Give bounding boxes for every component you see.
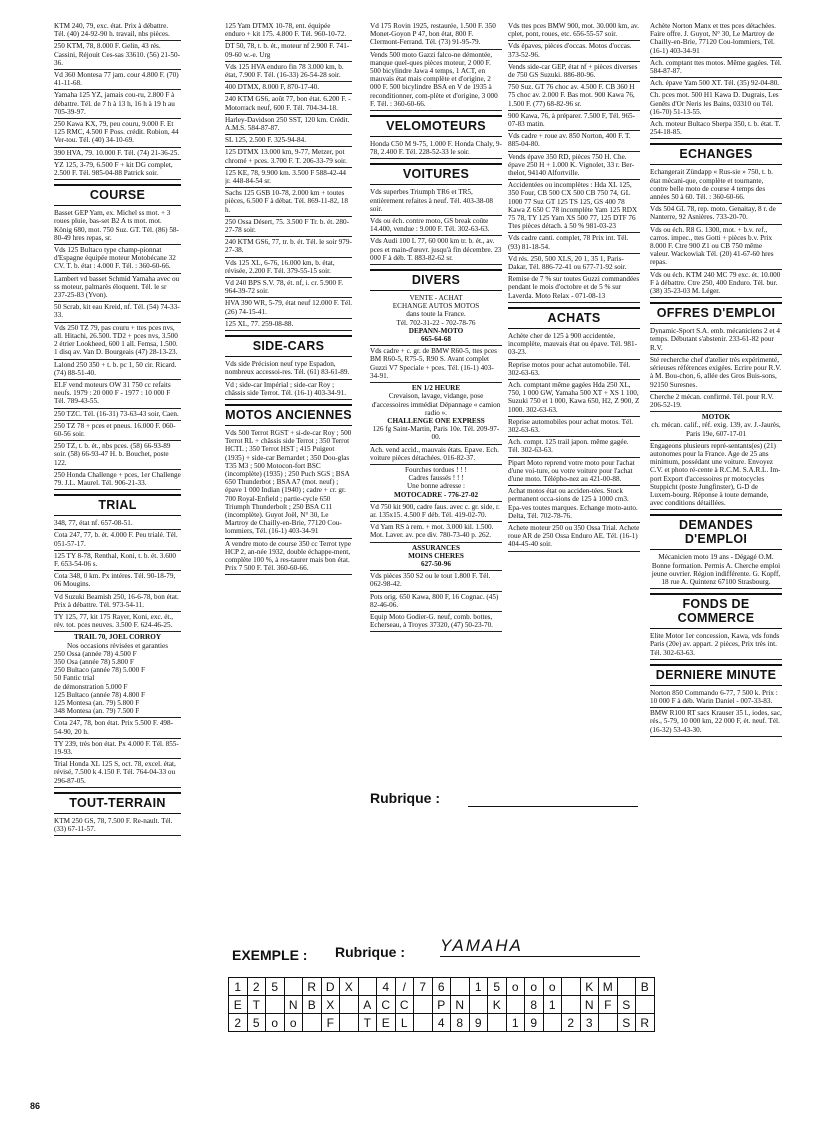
price-line: 125 Montesa (an. 79) 5.800 F (54, 699, 140, 707)
grid-cell[interactable]: X (321, 996, 340, 1014)
classified-ad: Harley-Davidson 250 SST, 120 km. Crédit. A.M.S. 584-87-87. (225, 116, 352, 135)
rubrique-input-line[interactable] (468, 806, 638, 807)
classified-ad: 250 TZC. Tél. (16-31) 73-63-43 soir, Caen. (54, 410, 181, 421)
grid-cell[interactable] (469, 996, 488, 1014)
classified-ad: Vd 240 BPS S.V. 78, ét. nf, i. cr. 5.900 F. 964-39-72 soir. (225, 279, 352, 298)
classified-ad: Accidentées ou incomplètes : Hda XL 125, 350 Four, CB 500 CX 500 CB 750 74, GL 1000 77 Suz GT 125 TS 125, GS 400 78 Kawa Z 650 C 78 incomplète Yam 125 RDX 75 78, TY 125 Yam XS 500 77, 125 DTF 76 Ttes pièces détach. à 50 % 981-03-23 (508, 181, 640, 233)
price-line: 50 Fantic trial (54, 674, 95, 683)
ad-line: Tél. 702-31-22 - 702-78-76 (396, 318, 476, 327)
ad-line: Fourches tordues ! ! ! (405, 465, 467, 474)
classified-ad: Vds épaves, pièces d'occas. Motos d'occas. 373-52-96. (508, 42, 640, 61)
classified-ad: Reprise automobiles pour achat motos. Tél. 302-63-63. (508, 418, 640, 437)
classified-ad: Equip Moto Godier-G. neuf, comb. bottes, Echerseau, à Troyes 37320, (47) 50-23-70. (370, 613, 502, 632)
classified-ad: Vds 125 HVA enduro fin 78 3.000 km, b. état, 7.900 F. Tél. (16-33) 26-54-28 soir. (225, 63, 352, 82)
section-heading-tout-terrain: TOUT-TERRAIN (54, 792, 181, 814)
classified-ad: 750 Suz. GT 76 choc av. 4.500 F. CB 360 H 75 choc av. 2.000 F. Bas mot. 900 Kawa 76, 1.500 F. (77) 68-82-96 sr. (508, 83, 640, 111)
grid-cell[interactable]: 8 (525, 996, 544, 1014)
grid-cell[interactable]: 1 (229, 978, 248, 996)
grid-cell[interactable]: K (580, 978, 599, 996)
classified-ad: TY 125, 77, kit 175 Rayer, Koni, exc. ét., rév. tot. pces neuves. 3.500 F. 624-46-25. (54, 613, 181, 632)
example-letter-grid (228, 977, 655, 1032)
ads-group (54, 519, 181, 632)
classified-ad: Lambert vd basset Schmid Yamaha avec ou ss moteur, palmarès éloquent. Tél. le sr 237-25-83 (Yvon). (54, 275, 181, 303)
section-heading-derniere-minute: DERNIERE MINUTE (650, 664, 782, 686)
ads-group (225, 429, 352, 575)
grid-cell[interactable]: 3 (580, 1014, 599, 1032)
ads-group (370, 140, 502, 159)
classified-ad: Vd 750 kit 900, cadre faus. avec c. gr. side, r. ar. 135x15. 4.500 F déb. Tél. 419-02-70. (370, 503, 502, 522)
classified-ad: Remise de 7 % sur toutes Guzzi commandées pendant le mois d'octobre et de 5 % sur Laverda. Moto Relax - 071-08-13 (508, 275, 640, 303)
classified-ad: Vends side-car GEP, état nf + pièces diverses de 750 GS Suzuki. 886-80-96. (508, 63, 640, 82)
ad-corroy-lines (54, 650, 181, 716)
classified-ad: Reprise motos pour achat automobile. Tél. 302-63-63. (508, 361, 640, 380)
classified-ad: Achete moteur 250 ou 350 Ossa Trial. Achete roue AR de 250 Ossa Enduro AE. Tél. (16-1) 404-45-40 soir. (508, 524, 640, 552)
classified-ad: Echangerait Zündapp « Rus-sie » 750, t. b. état mécani-que, complète et tournante, contre belle moto de course 4 temps des années 50 à 60. Tél. : 360-60-66. (650, 168, 782, 204)
ad-line: 665-64-68 (421, 335, 451, 344)
section-heading-divers: DIVERS (370, 269, 502, 291)
ads-group (54, 719, 181, 787)
grid-cell[interactable]: C (395, 996, 414, 1014)
section-heading-voitures: VOITURES (370, 163, 502, 185)
column-4 (508, 22, 640, 902)
price-line: 250 Bultaco (année 78) 5.000 F (54, 666, 146, 675)
classified-ad: 125 Yam DTMX 10-78, ent. équipée enduro + kit 175. 4.800 F. Tél. 960-10-72. (225, 22, 352, 41)
grid-cell[interactable] (562, 978, 581, 996)
classified-ad: 125 DTMX 13.000 km, 9-77, Metzer, pot chromé + pces. 3.700 F. T. 206-33-79 soir. (225, 148, 352, 167)
grid-cell[interactable]: T (247, 996, 266, 1014)
ads-group (508, 22, 640, 303)
price-line: 348 Montesa (an. 79) 7.500 F (54, 707, 140, 716)
classified-ad: Vds 125 XL, 6-76, 16.000 km, b. état, révisée, 2.200 F. Tél. 379-55-15 soir. (225, 259, 352, 278)
ad-line: Une bonne adresse : (406, 482, 466, 491)
price-line: de démonstration 5.000 F (54, 682, 128, 691)
section-heading-velomoteurs: VELOMOTEURS (370, 115, 502, 137)
ad-line: DEPANN-MOTO (408, 326, 464, 335)
classified-ad: Vds cadre + roue av. 850 Norton, 400 F. T. 885-04-80. (508, 132, 640, 151)
grid-cell[interactable]: B (303, 996, 322, 1014)
grid-row (229, 996, 655, 1014)
classified-ad: 240 KTM GS6, août 77, bon état. 6.200 F. - Motorrack neuf, 600 F. Tél. 704-34-18. (225, 95, 352, 114)
classified-ad: Ach. comptant ttes motos. Même gagées. Tél. 584-87-87. (650, 59, 782, 78)
classified-ad: Vds cadre + c. gr. de BMW R60-5, ttes pces BM R60-5, R75-5, R90 S. Avant complet Guzzi V7 Speciale + pces. Tél. (16-1) 403-34-91. (370, 347, 502, 383)
classified-ad: Vds ttes pces BMW 900, mot. 30.000 km, av. cplet, pont, roues, etc. 656-55-57 soir. (508, 22, 640, 41)
grid-cell[interactable]: K (488, 996, 507, 1014)
ad-line: ECHANGE AUTOS MOTOS (392, 302, 480, 311)
grid-cell[interactable] (636, 996, 655, 1014)
classified-ad: Engageons plusieurs repré-sentants(es) (21) autonomes pour la France. Age de 25 ans minimum, possédant une voiture. Envoyez C.V. et photo ré-cente à R.C.M. S.A.R.L. Im-port Export d'accessoires pr motocycles Stuppicht (poste Jungfinster), G-D de Luxem-bourg. Réponse à toute demande, avec conditions détaillées. (650, 442, 782, 511)
ads-group (370, 347, 502, 383)
ad-line: dans toute la France. (406, 310, 466, 319)
grid-cell[interactable]: 5 (488, 978, 507, 996)
ads-group (650, 632, 782, 660)
classified-ad: Yamaha 125 YZ, jamais cou-ru, 2.800 F à débattre. Tél. de 7 h à 13 h, 16 h à 19 h au 705-39-97. (54, 91, 181, 119)
classified-ad: Pots orig. 650 Kawa, 800 F, 16 Cognac. (45) 82-46-06. (370, 593, 502, 612)
section-heading-trial: TRIAL (54, 494, 181, 516)
grid-cell[interactable]: 7 (414, 978, 433, 996)
classified-ad: Achète cher de 125 à 900 accidentée, incomplète, mauvais état ou épave. Tél. 981-03-23. (508, 332, 640, 360)
classified-ad: Ach. compt. 125 trail japon. même gagée. Tél. 302-63-63. (508, 438, 640, 457)
grid-cell[interactable]: o (266, 1014, 285, 1032)
classified-ad: BMW R100 RT sacs Krauser 35 l., iodes, sac, rés., 5-79, 10 000 km, 22 000 F, ét. neuf. Tél. (16-32) 53-43-30. (650, 709, 782, 737)
grid-cell[interactable]: 5 (266, 978, 285, 996)
classified-ad: Vds ou éch. R8 G. 1300, mot. + b.v. ref., carros. impec., ttes Gotti + pièces b.v. Prix 8.000 F. Ctre 900 Z1 ou CB 750 même valeur. Wackowiak Tél. (20) 41-67-60 hres repas. (650, 226, 782, 270)
classified-ad: ELF vend moteurs OW 31 750 cc refaits neufs. 1979 : 20 000 F - 1977 : 10 000 F Tél. 789-43-55. (54, 381, 181, 409)
price-line: 250 Ossa (année 78) 4.500 F (54, 649, 137, 658)
grid-cell[interactable]: 2 (247, 978, 266, 996)
ads-group (650, 168, 782, 298)
grid-cell[interactable]: 2 (562, 1014, 581, 1032)
classified-ad: 900 Kawa, 76, à préparer. 7.500 F, Tél. 965-07-83 matin. (508, 112, 640, 131)
grid-cell[interactable]: N (451, 996, 470, 1014)
section-heading-course: COURSE (54, 184, 181, 206)
classified-ad: Pipart Moto reprend votre moto pour l'achat d'une voi-ture, ou votre voiture pour l'achat d'une moto. Télépho-nez au 421-00-88. (508, 459, 640, 487)
ad-line: MOINS CHERES (408, 551, 464, 560)
classified-ad: Vd 175 Rovin 1925, restaurée, 1.500 F. 350 Monet-Goyon P 47, bon état, 800 F. Clermont-Ferrand. Tél. (73) 91-95-79. (370, 22, 502, 50)
rubrique-example-label: Rubrique : (335, 944, 405, 960)
section-heading-achats: ACHATS (508, 307, 640, 329)
classified-ad: Trial Honda XL 125 S, oct. 78, excel. état, révisé, 7.500 k 4.150 F. Tél. 764-04-33 ou 296-87-05. (54, 760, 181, 788)
grid-cell[interactable] (451, 978, 470, 996)
ads-group (650, 442, 782, 511)
grid-cell[interactable]: 9 (525, 1014, 544, 1032)
ad-line: ch. mécan. calif., réf. exig. 139, av. J.-Jaurès, Paris 19e, 607-17-01 (651, 421, 781, 438)
classified-ad: Norton 850 Commando 6-77, 7 500 k. Prix : 10 000 F à déb. Warin Daniel - 007-33-83. (650, 689, 782, 708)
grid-cell[interactable]: M (599, 978, 618, 996)
column-1 (54, 22, 181, 1102)
classified-ad: A vendre moto de course 350 cc Terrot type HCP 2, an-née 1932, double échappe-ment, complète 100 %, à res-taurer mais bon état. Prix 7 500 F. Tél. 360-60-66. (225, 540, 352, 576)
grid-cell[interactable]: 4 (377, 978, 396, 996)
classified-ad: Achat motos état ou acciden-tées. Stock permanent occa-sions de 125 à 1000 cm3. Epa-ves toutes marques. Echange moto-auto. Delta, Tél. 702-78-76. (508, 487, 640, 523)
classified-ad: Vds side Précision neuf type Espadon, nombreux accessoi-res. Tél. (61) 83-61-89. (225, 360, 352, 379)
classified-ad: Ach. vend accid., mauvais états. Epave. Ech. voiture pièces détachées. 016-82-37. (370, 446, 502, 465)
ad-corroy (54, 633, 181, 718)
grid-cell[interactable]: L (395, 1014, 414, 1032)
grid-cell[interactable]: o (506, 978, 525, 996)
ad-depann-moto (370, 294, 502, 346)
classified-ad: 250 TZ 78 + pces et pneus. 16.000 F. 060-60-56 soir. (54, 422, 181, 441)
grid-cell[interactable]: A (358, 996, 377, 1014)
ad-motok (650, 413, 782, 441)
ad-line: MOTOCADRE - 776-27-02 (393, 490, 479, 499)
classified-ad: Vd 360 Montesa 77 jam. cour 4.800 F. (70) 41-11-68. (54, 71, 181, 90)
classified-ad: Mécanicien moto 19 ans - Dégagé O.M. Bonne formation. Permis A. Cherche emploi jeune ouvrier. Région indifférente. G. Kopff, 18 rue A. Quintenz 67100 Strasbourg. (650, 553, 782, 589)
ad-line: EN 1/2 HEURE (411, 384, 461, 393)
ads-group (370, 22, 502, 111)
grid-cell[interactable]: S (617, 996, 636, 1014)
grid-cell[interactable]: B (636, 978, 655, 996)
classified-ad: KTM 240, 79, exc. état. Prix à débattre. Tél. (40) 24-92-90 h. travail, nbs pièces. (54, 22, 181, 41)
ads-group (370, 572, 502, 632)
classified-ad: SL 125, 2.500 F. 325-94-84. (225, 136, 352, 147)
ads-group (650, 553, 782, 589)
grid-cell[interactable]: F (321, 1014, 340, 1032)
section-heading-demandes-emploi: DEMANDES D'EMPLOI (650, 514, 782, 550)
classified-ad: Vends 500 moto Gazzi falco-ne démontée, manque quel-ques pièces moteur, 2 000 F. 500 bicylindre Jawa 4 temps, 1 ACT, en mauvais état mais complète et d'origine, 2 000 F. 500 bicylindre BSA en V de 1935 à reconditionner, com-plète et d'origine, 3 000 F. Tél. : 360-60-66. (370, 51, 502, 111)
ad-motocadre (370, 466, 502, 502)
ads-group (225, 360, 352, 400)
classified-ad: Cota 348, 0 km. Px intéres. Tél. 90-18-79, 06 Mougins. (54, 572, 181, 591)
classified-ad: Vds 500 Terrot RGST + si-de-car Roy ; 500 Terrot RL + châssis side Terrot ; 350 Terrot HCTL ; 350 Terrot HST ; 415 Puigeot (1935) + side-car Bernardet ; 350 Dou-glas T35 M3 ; 500 Motocon-fort BSC (incomplète) (1935) ; 250 Puch SGS ; BSA 650 Thunderbot ; BSA A7 (mot. neuf) ; épave 1 000 Indian (1940) ; cadre + cr. gr. 700 Royal-Enfield ; partie-cycle 650 Triumph Thunderbolt ; 250 BSA C11 (incomplète). Guyot Joël, N° 30, Le Martroy de Chailly-en-Brie, 77120 Cou-lommiers, Tél. (16-1) 403-34-91 (225, 429, 352, 539)
ads-group (650, 689, 782, 737)
classified-ad: Cherche 2 mécan. confirmé. Tél. pour R.V. 206-52-19. (650, 393, 782, 412)
classified-ad: Lalond 250 350 + t. b. pc 1, 50 cir. Ricard. (74) 88-51-40. (54, 361, 181, 380)
classified-ad: Dynamic-Sport S.A. emb. mécaniciens 2 et 4 temps. Débutant s'abstenir. 233-61-82 pour R.V. (650, 327, 782, 355)
grid-cell[interactable]: o (525, 978, 544, 996)
classified-ad: Vds 250 TZ 79, pas couru + ttes pces nvs, all. Hitachi, 26.500. TD2 + pces nvs, 3.500 2 étrier Lookheed, 600 1 all. Femsa, 1.500. 1 disq av. Van D. Bourgeais (47) 28-13-23. (54, 324, 181, 360)
classified-ad: 250 KTM, 78, 8.000 F. Gelin, 43 rés. Cassini, Réjouit Ces-sas 33610. (56) 21-50-36. (54, 42, 181, 70)
classified-ad: Vds superbes Triumph TR6 et TR5, entièrement refaites à neuf. Tél. 403-38-08 soir. (370, 188, 502, 216)
grid-cell[interactable] (543, 1014, 562, 1032)
grid-cell[interactable]: F (599, 996, 618, 1014)
classified-ad: Ch. pces mot. 500 H1 Kawa D. Dugrais, Les Genêts d'Or Neris les Bains, 03310 ou Tél. (16-70) 51-13-55. (650, 91, 782, 119)
section-heading-offres-emploi: OFFRES D'EMPLOI (650, 302, 782, 324)
price-line: 125 Bultaco (année 78) 4.800 F (54, 690, 146, 699)
ad-line: MOTOK (701, 413, 731, 422)
classified-ad: 125 KE, 78, 9.900 km. 3.500 F 588-42-44 jr. 448-84-54 sr. (225, 169, 352, 188)
classified-ad: 250 Kawa KX, 79, peu couru, 9.000 F. Et 125 RMC, 4.500 F Poss. crédit. Robion, 44 Ver-tou. Tél. (40) 34-10-69. (54, 120, 181, 148)
grid-cell[interactable] (340, 1014, 359, 1032)
classified-ad: YZ 125, 3-79, 6.500 F + kit DG complet, 2.500 F. Tél. 985-04-88 Patrick soir. (54, 161, 181, 180)
classified-ad: 390 HVA, 79. 10.000 F. Tél. (74) 21-36-25. (54, 149, 181, 160)
ad-line: ASSURANCES (412, 543, 460, 552)
grid-cell[interactable]: S (617, 1014, 636, 1032)
column-3 (370, 22, 502, 902)
grid-cell[interactable]: N (580, 996, 599, 1014)
grid-cell[interactable]: 9 (469, 1014, 488, 1032)
grid-cell[interactable] (488, 1014, 507, 1032)
classified-ad: Vds cadre canti. complet, 78 Prix int. Tél. (93) 81-18-54. (508, 234, 640, 253)
classified-ad: Vd Suzuki Beamish 250, 16-6-78, bon état. Prix à débattre. Tél. 973-54-11. (54, 593, 181, 612)
grid-cell[interactable]: D (321, 978, 340, 996)
ads-group (370, 446, 502, 465)
grid-cell[interactable]: 1 (506, 1014, 525, 1032)
column-5 (650, 22, 782, 1092)
classified-ad: Ach. moteur Bultaco Sherpa 350, t. b. état. T. 254-18-85. (650, 120, 782, 139)
ad-corroy-title: TRAIL 70, JOEL CORROY (73, 633, 162, 642)
grid-cell[interactable]: 8 (451, 1014, 470, 1032)
grid-cell[interactable]: 1 (543, 996, 562, 1014)
classified-ad: 250 Honda Challenge + pces, 1er Challenge 79. J.L. Maurel. Tél. 906-21-33. (54, 471, 181, 490)
classified-ad: Vds ou éch. contre moto, GS break coûte 14.400, vendue : 9.000 F. Tél. 302-63-63. (370, 217, 502, 236)
ad-assurances (370, 544, 502, 572)
grid-cell[interactable] (284, 978, 303, 996)
classified-ad: Sté recherche chef d'atelier très expérimenté, sérieuses références exigées. Ecrire pour R.V. à M. Bou-chon, 6, allée des Gros Buis-sons, 92150 Suresnes. (650, 356, 782, 392)
classified-ad: Honda C50 M 9-75, 1.000 F. Honda Chaly, 9-78, 2.400 F. Tél. 228-52-33 le soir. (370, 140, 502, 159)
classified-ad: Ach. comptant même gagées Hda 250 XL, 750, 1 000 GW, Yamaha 500 XT + XS 1 100, Suzuki 750 et 1 000, Kawa 650, H2, Z 900, Z 1000. 302-63-63. (508, 381, 640, 417)
classified-ad: Cota 247, 77, b. ét. 4.000 F. Peu trialé. Tél. 051-57-17. (54, 531, 181, 550)
section-heading-fonds-commerce: FONDS DE COMMERCE (650, 593, 782, 629)
classified-ad: 400 DTMX, 8.000 F, 870-17-40. (225, 83, 352, 94)
grid-cell[interactable] (599, 1014, 618, 1032)
classified-ad: Vds Audi 100 L 77, 60 000 km tr. b. ét., av. pces et main-d'œuvr. jusqu'à fin décembre. 23 000 F à déb. T. 883-82-62 sr. (370, 237, 502, 265)
classified-ad: Vends épave 350 RD, pièces 750 H. Che. épave 250 H + 1.000 K. Vignolet, 33 r. Ber-thelot, 94140 Alfortville. (508, 153, 640, 181)
classified-ad: Achète Norton Manx et ttes pces détachées. Faire offre. J. Guyot, N° 30, Le Martroy de Chailly-en-Brie, 77120 Cou-lommiers, Tél. (16-1) 403-34-91 (650, 22, 782, 58)
classified-ad: 50 Scrab, kit eau Kreid, nf. Tél. (54) 74-33-33. (54, 303, 181, 322)
grid-cell[interactable]: N (284, 996, 303, 1014)
ad-corroy-sub: Nos occasions révisées et garanties (67, 641, 168, 650)
grid-cell[interactable]: 6 (432, 978, 451, 996)
section-heading-echanges: ECHANGES (650, 143, 782, 165)
grid-cell[interactable] (340, 996, 359, 1014)
ad-line: Crevaison, lavage, vidange, pose d'accessoires immédiat Dépannage « camion radio ». (371, 392, 501, 417)
ad-line: VENTE - ACHAT (409, 294, 463, 303)
grid-cell[interactable]: C (377, 996, 396, 1014)
grid-cell[interactable]: R (636, 1014, 655, 1032)
classified-ad: 125 TY 8-78, Renthal, Koni, t. b. ét. 3.600 F. 653-54-06 s. (54, 552, 181, 571)
ads-group (54, 209, 181, 490)
classified-ad: Basset GEP Yam, ex. Michel ss mot. + 3 roues pluie, bas-set B2 A ts mot. mot. König 680, mot. 750 Suz. GT. Tél. (86) 58-80-49 hres repas, sr. (54, 209, 181, 245)
grid-cell[interactable] (414, 996, 433, 1014)
grid-cell[interactable]: 5 (247, 1014, 266, 1032)
ad-line: 126 fg Saint-Martin, Paris 10e. Tél. 209-97-00. (372, 425, 500, 442)
grid-cell[interactable] (617, 978, 636, 996)
grid-cell[interactable] (562, 996, 581, 1014)
classified-ad: DT 50, 78, t. b. ét., moteur nf 2.900 F. 741-09-60 w.-e. Urg (225, 42, 352, 61)
classified-ad: TY 239, très bon état. Px 4.000 F. Tél. 855-19-93. (54, 740, 181, 759)
rubrique-label: Rubrique : (370, 790, 440, 806)
ad-line: Cadres faussés ! ! ! (408, 474, 464, 483)
page-number: 86 (30, 1101, 41, 1111)
classified-ad: Sachs 125 GSB 10-78, 2.000 km + toutes pièces, 6.500 F à débat. Tél. 869-11-82, 18 h. (225, 189, 352, 217)
classified-ad: Ach. épave Yam 500 XT. Tél. (35) 92-04-80. (650, 79, 782, 90)
grid-cell[interactable]: E (377, 1014, 396, 1032)
grid-cell[interactable] (303, 1014, 322, 1032)
grid-cell[interactable]: E (229, 996, 248, 1014)
classified-ad: Vds 504 GL 78, rep. moto. Genaitay, 8 r. de Nanterre, 92 Asnières. 733-20-70. (650, 205, 782, 224)
ads-group (508, 332, 640, 552)
grid-cell[interactable]: R (303, 978, 322, 996)
classified-ad: Vds ou éch. KTM 240 MC 79 exc. ét. 10.000 F à débattre. Ctre 250, 400 Enduro. Tél. bur. (38) 35-23-03 M. Léger. (650, 271, 782, 299)
grid-row (229, 1014, 655, 1032)
classified-ad: 240 KTM GS6, 77, tr. b. ét. Tél. le soir 979-27-38. (225, 238, 352, 257)
grid-cell[interactable]: o (284, 1014, 303, 1032)
ad-challenge (370, 384, 502, 444)
classified-ad: Vds 125 Bultaco type champ-pionnat d'Espagne équipée moteur Motobécane 32 CV. T. b. état : 4.000 F. Tél. : 360-60-66. (54, 246, 181, 274)
ads-group (225, 22, 352, 331)
ads-group (370, 503, 502, 543)
section-heading-motos-anciennes: MOTOS ANCIENNES (225, 404, 352, 426)
classified-ad: Vd Yam RS à rem. + mot. 3.000 kil. 1.500. Mot. Laver. av. pce div. 780-73-40 p. 262. (370, 523, 502, 542)
classified-ad: 348, 77, état nf. 657-08-51. (54, 519, 181, 530)
grid-cell[interactable]: X (340, 978, 359, 996)
classified-ad: 250 Ossa Désert, 75. 3.500 F Tr. b. ét. 280-27-78 soir. (225, 218, 352, 237)
grid-cell[interactable] (414, 1014, 433, 1032)
classified-ad: KTM 250 GS, 78, 7.500 F. Re-nault. Tél. (33) 67-11-57. (54, 817, 181, 836)
price-line: 350 Osa (année 78) 5.800 F (54, 657, 134, 666)
ad-line: CHALLENGE ONE EXPRESS (387, 416, 485, 425)
classified-ad: HVA 390 WR, 5-79, état neuf 12.000 F. Tél. (26) 74-15-41. (225, 299, 352, 318)
classified-ad: Vd ; side-car Impérial ; side-car Roy ; châssis side Terrot. Tél. (16-1) 403-34-91. (225, 381, 352, 400)
ads-group (650, 22, 782, 139)
grid-cell[interactable]: o (543, 978, 562, 996)
grid-cell[interactable]: T (358, 1014, 377, 1032)
rubrique-example-value: YAMAHA (440, 936, 640, 957)
grid-cell[interactable]: 2 (229, 1014, 248, 1032)
classified-ad: Vd rés. 250, 500 XLS, 20 1, 35 1, Paris-Dakar, Tél. 886-72-41 ou 677-71-92 soir. (508, 255, 640, 274)
grid-cell[interactable] (266, 996, 285, 1014)
grid-cell[interactable]: 4 (432, 1014, 451, 1032)
ads-group (54, 817, 181, 836)
grid-cell[interactable]: 1 (469, 978, 488, 996)
grid-cell[interactable] (358, 978, 377, 996)
grid-row (229, 978, 655, 996)
exemple-label: EXEMPLE : (232, 947, 308, 963)
grid-cell[interactable] (506, 996, 525, 1014)
classified-ad: Elite Motor 1er concession, Kawa, vds fonds Paris (20e) av. appart. 2 pièces, Prix très int. Tél. 302-63-63. (650, 632, 782, 660)
section-heading-side-cars: SIDE-CARS (225, 335, 352, 357)
classified-ad: Cota 247, 78, bon état. Prix 5.500 F. 498-54-90, 20 h. (54, 719, 181, 738)
classified-ad: 250 TZ, t. b. ét., nbs pces. (58) 66-93-89 soir. (58) 66-93-47 H. b. Bouchet, poste 122. (54, 442, 181, 470)
ad-line: 627-50-96 (421, 559, 451, 568)
classified-ad: 125 XL, 77. 259-08-88. (225, 320, 352, 331)
ads-group (54, 22, 181, 180)
classified-ad: Vds pièces 350 S2 ou le tout 1.800 F. Tél. 062-98-42. (370, 572, 502, 591)
column-2 (225, 22, 352, 927)
grid-cell[interactable]: / (395, 978, 414, 996)
grid-cell[interactable]: P (432, 996, 451, 1014)
ads-group (370, 188, 502, 265)
ads-group (650, 327, 782, 412)
